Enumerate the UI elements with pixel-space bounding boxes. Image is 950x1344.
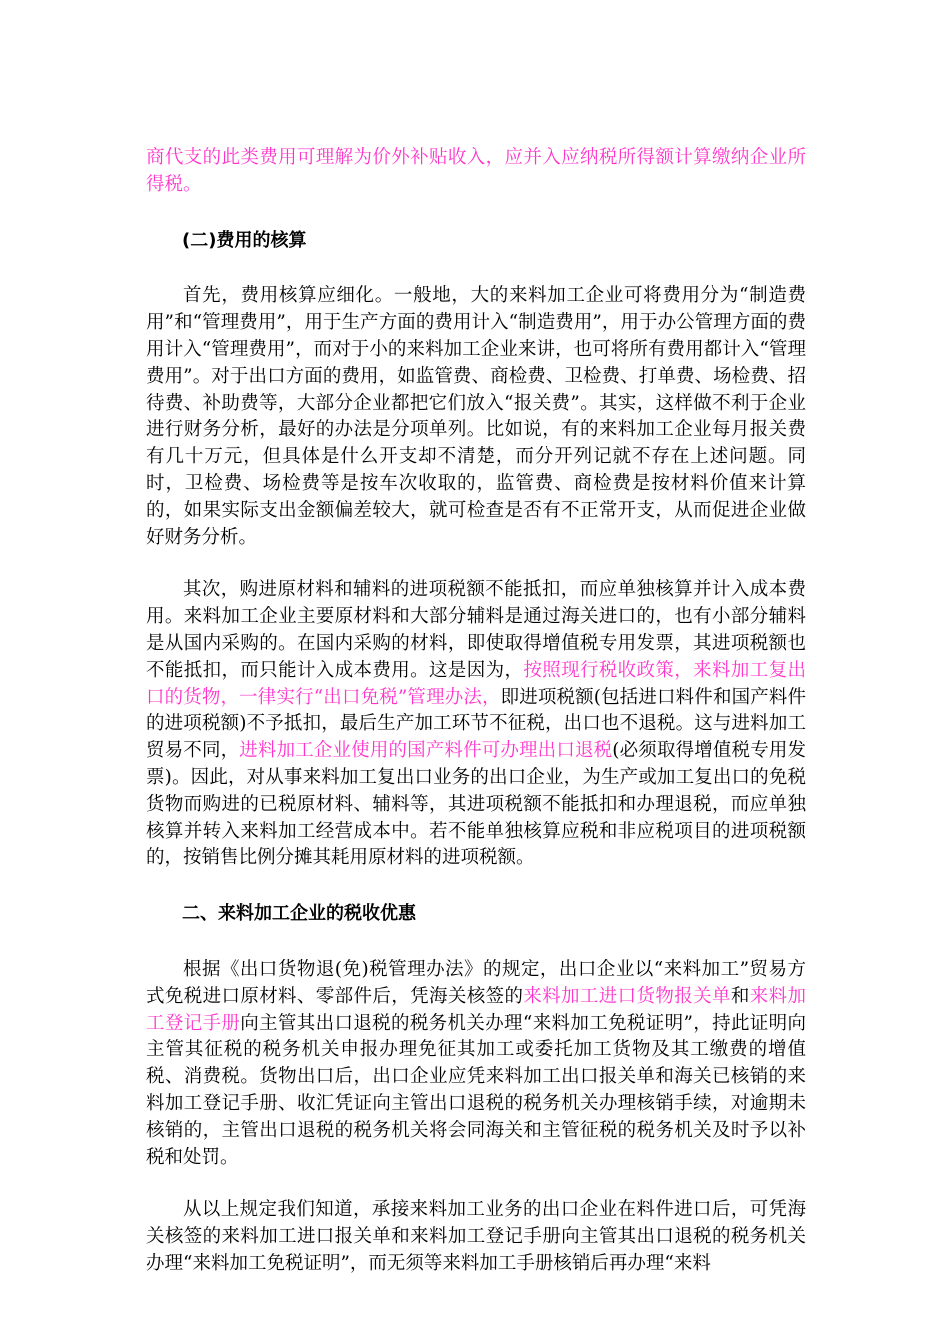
paragraph-fee-detail: 首先，费用核算应细化。一般地，大的来料加工企业可将费用分为“制造费用”和“管理费用”，用于生产方面的费用计入“制造费用”，用于办公管理方面的费用计入“管理费用”，而对于小的来料加工企业来讲，也可将所有费用都计入“管理费用”。对于出口方面的费用，如监管费、商检费、卫检费、打单费、场检费、招待费、补助费等，大部分企业都把它们放入“报关费”。其实，这样做不利于企业进行财务分析，最好的办法是分项单列。比如说，有的来料加工企业每月报关费有几十万元，但具体是什么开支却不清楚，而分开列记就不存在上述问题。同时，卫检费、场检费等是按车次收取的，监管费、商检费是按材料价值来计算的，如果实际支出金额偏差较大，就可检查是否有不正常开支，从而促进企业做好财务分析。 <box>146 285 806 548</box>
section-heading-fee-accounting: (二)费用的核算 <box>182 229 307 251</box>
paragraph-conclusion: 从以上规定我们知道，承接来料加工业务的出口企业在料件进口后，可凭海关核签的来料加工进口报关单和来料加工登记手册向主管其出口退税的税务机关办理“来料加工免税证明”，而无须等来料加工手册核销后再办理“来料 <box>146 1199 806 1274</box>
section-heading-tax-incentives: 二、来料加工企业的税收优惠 <box>182 903 416 925</box>
paragraph-input-tax <box>146 577 806 872</box>
paragraph-continued <box>146 145 806 199</box>
paragraph-text: 根据《出口货物退(免)税管理办法》的规定，出口企业以“来料加工”贸易方式免税进口原材料、零部件后，凭海关核签的 <box>146 958 806 1007</box>
paragraph-text: 向主管其出口退税的税务机关办理“来料加工免税证明”，持此证明向主管其征税的税务机关申报办理免征其加工或委托加工货物及其工缴费的增值税、消费税。货物出口后，出口企业应凭来料加工出口报关单和海关已核销的来料加工登记手册、收汇凭证向主管出口退税的税务机关办理核销手续，对逾期未核销的，主管出口退税的税务机关将会同海关和主管征税的税务机关及时予以补税和处罚。 <box>146 1012 806 1168</box>
document-body <box>146 145 806 1278</box>
highlighted-text: 进料加工企业使用的国产料件可办理出口退税 <box>239 740 613 762</box>
highlighted-text: 按照现行税收政策，来料加工复出口的货物，一律实行“出口免税”管理办法， <box>146 659 806 708</box>
highlighted-text: 来料加工进口货物报关单 <box>523 985 731 1007</box>
paragraph-text: (必须取得增值税专用发票)。因此，对从事来料加工复出口业务的出口企业，为生产或加工复出口的免税货物而购进的已税原材料、辅料等，其进项税额不能抵扣和办理退税，而应单独核算并转入来料加工经营成本中。若不能单独核算应税和非应税项目的进项税额的，按销售比例分摊其耗用原材料的进项税额。 <box>146 740 806 869</box>
paragraph-regulation <box>146 957 806 1171</box>
paragraph-text: 其次，购进原材料和辅料的进项税额不能抵扣，而应单独核算并计入成本费用。来料加工企业主要原材料和大部分辅料是通过海关进口的，也有小部分辅料是从国内采购的。在国内采购的材料，即使取得增值税专用发票，其进项税额也不能抵扣，而只能计入成本费用。这是因为， <box>146 579 806 681</box>
paragraph-text: 即进项税额(包括进口料件和国产料件的进项税额)不予抵扣，最后生产加工环节不征税，出口也不退税。这与进料加工贸易不同， <box>146 686 806 762</box>
paragraph-text: 和 <box>730 985 750 1007</box>
highlighted-text: 商代支的此类费用可理解为价外补贴收入，应并入应纳税所得额计算缴纳企业所得税。 <box>146 147 806 195</box>
highlighted-text: 来料加工登记手册 <box>146 985 806 1034</box>
